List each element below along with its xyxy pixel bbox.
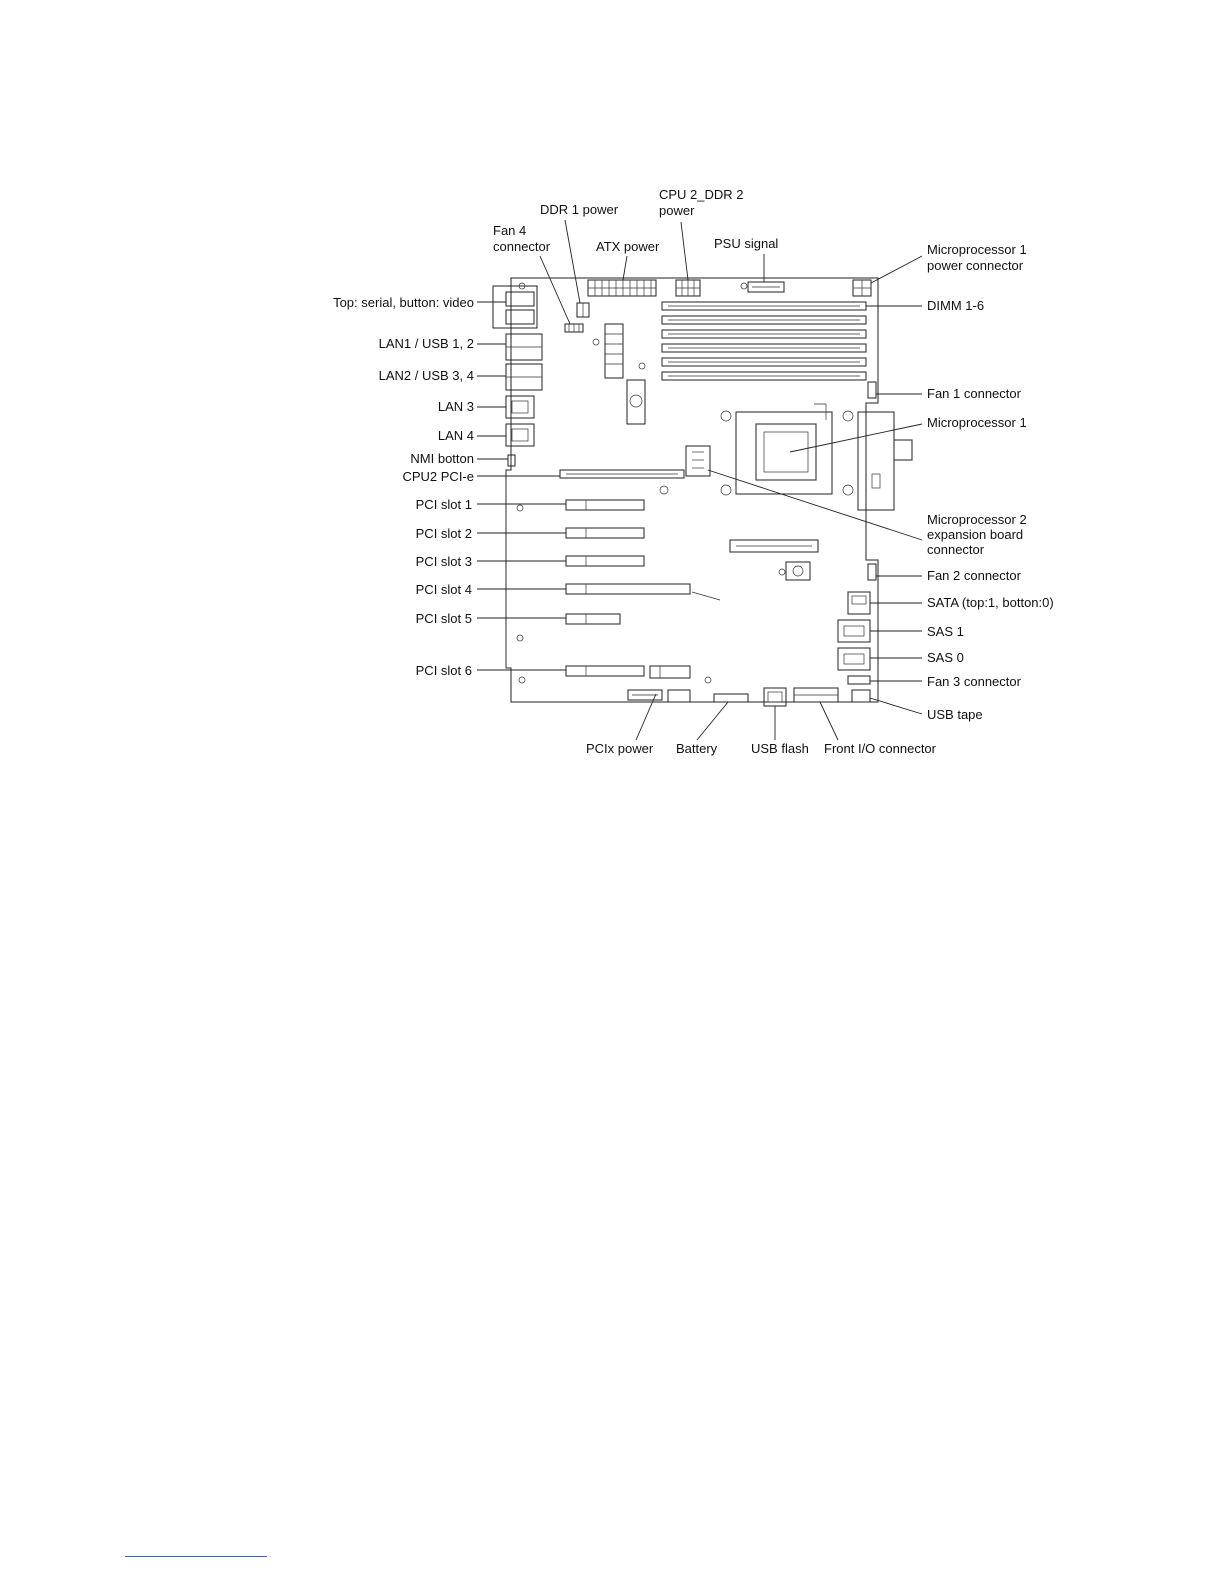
micro1-power-connector bbox=[853, 280, 871, 296]
label-fan1-connector: Fan 1 connector bbox=[927, 386, 1021, 401]
label-pci-slot4: PCI slot 4 bbox=[415, 582, 472, 597]
label-lan1-usb: LAN1 / USB 1, 2 bbox=[378, 336, 474, 351]
label-pci-slot3: PCI slot 3 bbox=[415, 554, 472, 569]
micro2-expansion-connector bbox=[730, 540, 818, 552]
label-lan2-usb: LAN2 / USB 3, 4 bbox=[378, 368, 474, 383]
footnote-rule bbox=[125, 1556, 267, 1557]
label-sata: SATA (top:1, botton:0) bbox=[927, 595, 1054, 610]
cpu2-mount bbox=[786, 562, 810, 580]
mounting-holes bbox=[517, 283, 785, 683]
label-sas0: SAS 0 bbox=[927, 650, 964, 665]
leader-lines bbox=[477, 220, 922, 740]
label-lan3: LAN 3 bbox=[437, 399, 474, 414]
label-cpu2-ddr2-power-line1: CPU 2_DDR 2 bbox=[659, 187, 744, 202]
label-sas1: SAS 1 bbox=[927, 624, 964, 639]
storage-connectors bbox=[838, 564, 876, 684]
callout-labels bbox=[333, 187, 1054, 756]
label-cpu2-ddr2-power-line2: power bbox=[659, 203, 695, 218]
label-pci-slot6: PCI slot 6 bbox=[415, 663, 472, 678]
label-micro1-power-line2: power connector bbox=[927, 258, 1024, 273]
label-battery: Battery bbox=[676, 741, 718, 756]
label-fan4-connector-line1: Fan 4 bbox=[493, 223, 527, 238]
label-dimm: DIMM 1-6 bbox=[927, 298, 985, 313]
label-micro1-power-line1: Microprocessor 1 bbox=[927, 242, 1027, 257]
label-fan3-connector: Fan 3 connector bbox=[927, 674, 1021, 689]
label-pcix-power: PCIx power bbox=[586, 741, 654, 756]
label-lan4: LAN 4 bbox=[437, 428, 474, 443]
board-outline bbox=[506, 278, 878, 702]
label-micro2-expansion-line3: connector bbox=[927, 542, 985, 557]
label-usb-flash: USB flash bbox=[751, 741, 809, 756]
dimm-slots bbox=[662, 302, 866, 380]
label-atx-power: ATX power bbox=[596, 239, 660, 254]
atx-power-connector bbox=[588, 280, 656, 296]
label-fan4-connector-line2: connector bbox=[493, 239, 551, 254]
fan4-connector bbox=[565, 324, 583, 332]
label-top-serial-video: Top: serial, button: video bbox=[333, 295, 474, 310]
chipset-heatsink bbox=[605, 324, 645, 424]
label-pci-slot5: PCI slot 5 bbox=[415, 611, 472, 626]
ddr1-power-connector bbox=[577, 303, 589, 317]
cpu2-ddr2-power-connector bbox=[676, 280, 700, 296]
cpu2-expansion-chip bbox=[686, 446, 710, 476]
label-psu-signal: PSU signal bbox=[714, 236, 779, 251]
label-pci-slot1: PCI slot 1 bbox=[415, 497, 472, 512]
psu-signal-connector bbox=[748, 282, 784, 292]
microprocessor1-socket bbox=[721, 404, 853, 495]
bottom-connectors bbox=[628, 666, 870, 706]
label-front-io-connector: Front I/O connector bbox=[824, 741, 936, 756]
label-micro2-expansion-line2: expansion board bbox=[927, 527, 1024, 542]
label-micro2-expansion-line1: Microprocessor 2 bbox=[927, 512, 1027, 527]
pci-slots bbox=[560, 470, 720, 676]
label-cpu2-pcie: CPU2 PCI-e bbox=[402, 469, 474, 484]
label-microprocessor1: Microprocessor 1 bbox=[927, 415, 1027, 430]
label-nmi-button: NMI botton bbox=[410, 451, 474, 466]
label-pci-slot2: PCI slot 2 bbox=[415, 526, 472, 541]
fan1-connector bbox=[868, 382, 876, 398]
label-usb-tape: USB tape bbox=[927, 707, 983, 722]
label-ddr1-power: DDR 1 power bbox=[540, 202, 619, 217]
label-fan2-connector: Fan 2 connector bbox=[927, 568, 1021, 583]
